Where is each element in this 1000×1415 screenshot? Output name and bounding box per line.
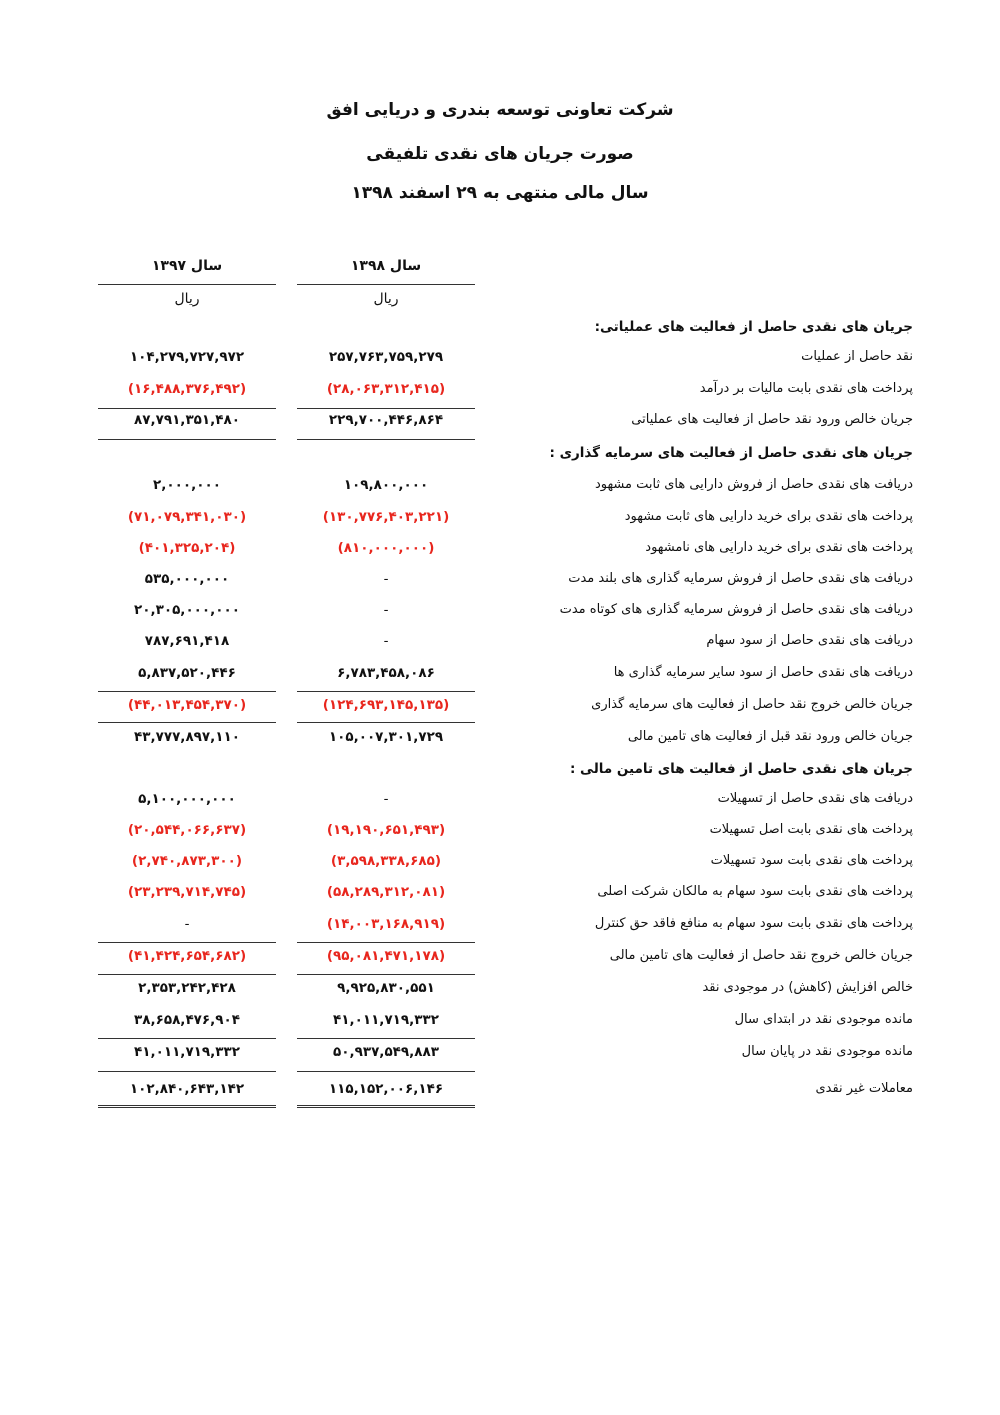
column-header-prior-year: سال ۱۳۹۷ — [151, 258, 223, 274]
value-prior: ۴۳,۷۷۷,۸۹۷,۱۱۰ — [133, 729, 241, 745]
value-prior: (۴۰۱,۳۲۵,۲۰۴) — [138, 540, 236, 556]
total-rule — [98, 408, 276, 409]
value-current: ۶,۷۸۳,۴۵۸,۰۸۶ — [337, 665, 435, 681]
total-rule — [98, 1038, 276, 1039]
value-prior: - — [184, 916, 190, 932]
row-label: پرداخت های نقدی بابت اصل تسهیلات — [709, 822, 913, 837]
header-divider — [297, 284, 475, 285]
value-prior: (۲۳,۲۳۹,۷۱۴,۷۴۵) — [127, 884, 247, 900]
row-label: جریان خالص ورود نقد حاصل از فعالیت های عملیاتی — [631, 412, 913, 427]
value-current: (۱۲۴,۶۹۳,۱۴۵,۱۳۵) — [322, 697, 450, 713]
column-header-current-year: سال ۱۳۹۸ — [350, 258, 422, 274]
value-current: ۲۵۷,۷۶۳,۷۵۹,۲۷۹ — [328, 349, 444, 365]
total-rule — [98, 974, 276, 975]
value-current: ۲۲۹,۷۰۰,۴۴۶,۸۶۴ — [328, 412, 444, 428]
total-rule — [297, 439, 475, 440]
value-prior: (۷۱,۰۷۹,۳۴۱,۰۳۰) — [127, 509, 247, 525]
row-label: پرداخت های نقدی بابت سود سهام به منافع فاقد حق کنترل — [594, 916, 913, 931]
value-prior: ۵,۸۳۷,۵۲۰,۴۴۶ — [138, 665, 236, 681]
period-title: سال مالی منتهی به ۲۹ اسفند ۱۳۹۸ — [351, 183, 649, 203]
column-currency-current: ریال — [373, 291, 399, 307]
total-rule — [297, 942, 475, 943]
company-name: شرکت تعاونی توسعه بندری و دریایی افق — [326, 100, 674, 120]
value-prior: ۸۷,۷۹۱,۳۵۱,۴۸۰ — [133, 412, 241, 428]
value-current: (۱۴,۰۰۳,۱۶۸,۹۱۹) — [326, 916, 446, 932]
double-underline — [297, 1105, 475, 1108]
value-prior: (۲,۷۴۰,۸۷۳,۳۰۰) — [131, 853, 243, 869]
value-current: ۴۱,۰۱۱,۷۱۹,۳۳۲ — [332, 1012, 440, 1028]
value-current: (۱۹,۱۹۰,۶۵۱,۴۹۳) — [326, 822, 446, 838]
row-label: جریان خالص خروج نقد حاصل از فعالیت های سرمایه گذاری — [591, 697, 913, 712]
value-current: (۳,۵۹۸,۳۳۸,۶۸۵) — [330, 853, 442, 869]
value-current: - — [383, 633, 389, 649]
value-prior: ۳۸,۶۵۸,۴۷۶,۹۰۴ — [133, 1012, 241, 1028]
row-label: پرداخت های نقدی برای خرید دارایی های نامشهود — [645, 540, 913, 555]
value-current: - — [383, 602, 389, 618]
total-rule — [297, 691, 475, 692]
value-current: ۹,۹۲۵,۸۳۰,۵۵۱ — [337, 980, 435, 996]
total-rule — [98, 439, 276, 440]
value-prior: ۲۰,۳۰۵,۰۰۰,۰۰۰ — [133, 602, 241, 618]
value-current: - — [383, 791, 389, 807]
row-label: مانده موجودی نقد در پایان سال — [741, 1044, 913, 1059]
total-rule — [98, 1071, 276, 1072]
row-label: مانده موجودی نقد در ابتدای سال — [734, 1012, 913, 1027]
value-current: ۵۰,۹۳۷,۵۴۹,۸۸۳ — [332, 1044, 440, 1060]
value-current: ۱۰۵,۰۰۷,۳۰۱,۷۲۹ — [328, 729, 444, 745]
statement-title: صورت جریان های نقدی تلفیقی — [366, 144, 634, 164]
section-heading: جریان های نقدی حاصل از فعالیت های عملیاتی: — [594, 319, 913, 335]
value-current: (۲۸,۰۶۳,۳۱۲,۴۱۵) — [326, 381, 446, 397]
value-prior: (۱۶,۴۸۸,۳۷۶,۴۹۲) — [127, 381, 247, 397]
row-label: دریافت های نقدی حاصل از سود سهام — [706, 633, 913, 648]
double-underline — [98, 1105, 276, 1108]
row-label: دریافت های نقدی حاصل از تسهیلات — [717, 791, 913, 806]
row-label: جریان خالص ورود نقد قبل از فعالیت های تامین مالی — [627, 729, 913, 744]
row-label: نقد حاصل از عملیات — [801, 349, 913, 364]
value-prior: ۱۰۴,۲۷۹,۷۲۷,۹۷۲ — [129, 349, 245, 365]
total-rule — [297, 974, 475, 975]
section-heading: جریان های نقدی حاصل از فعالیت های تامین مالی : — [569, 761, 913, 777]
row-label: معاملات غیر نقدی — [815, 1081, 913, 1096]
value-prior: ۴۱,۰۱۱,۷۱۹,۳۳۲ — [133, 1044, 241, 1060]
value-current: ۱۰۹,۸۰۰,۰۰۰ — [343, 477, 429, 493]
value-prior: ۱۰۲,۸۴۰,۶۴۳,۱۴۲ — [129, 1081, 245, 1097]
value-current: (۱۳۰,۷۷۶,۴۰۳,۲۲۱) — [322, 509, 450, 525]
row-label: پرداخت های نقدی برای خرید دارایی های ثابت مشهود — [624, 509, 913, 524]
column-currency-prior: ریال — [174, 291, 200, 307]
header-divider — [98, 284, 276, 285]
row-label: پرداخت های نقدی بابت مالیات بر درآمد — [699, 381, 913, 396]
value-current: (۸۱۰,۰۰۰,۰۰۰) — [337, 540, 435, 556]
value-current: (۹۵,۰۸۱,۴۷۱,۱۷۸) — [326, 948, 446, 964]
row-label: دریافت های نقدی حاصل از فروش سرمایه گذاری های کوتاه مدت — [559, 602, 913, 617]
total-rule — [297, 408, 475, 409]
total-rule — [98, 722, 276, 723]
value-current: (۵۸,۲۸۹,۳۱۲,۰۸۱) — [326, 884, 446, 900]
value-prior: (۴۴,۰۱۳,۴۵۴,۳۷۰) — [127, 697, 247, 713]
value-prior: ۷۸۷,۶۹۱,۴۱۸ — [144, 633, 230, 649]
total-rule — [297, 722, 475, 723]
section-heading: جریان های نقدی حاصل از فعالیت های سرمایه گذاری : — [549, 445, 913, 461]
value-prior: ۲,۳۵۳,۲۴۲,۴۲۸ — [138, 980, 236, 996]
row-label: دریافت های نقدی حاصل از فروش سرمایه گذاری های بلند مدت — [568, 571, 913, 586]
total-rule — [98, 691, 276, 692]
row-label: خالص افزایش (کاهش) در موجودی نقد — [702, 980, 913, 995]
total-rule — [297, 1071, 475, 1072]
row-label: پرداخت های نقدی بابت سود تسهیلات — [710, 853, 913, 868]
value-current: - — [383, 571, 389, 587]
value-current: ۱۱۵,۱۵۲,۰۰۶,۱۴۶ — [328, 1081, 444, 1097]
total-rule — [297, 1038, 475, 1039]
value-prior: ۵۳۵,۰۰۰,۰۰۰ — [144, 571, 230, 587]
value-prior: (۲۰,۵۴۴,۰۶۶,۶۳۷) — [127, 822, 247, 838]
value-prior: ۵,۱۰۰,۰۰۰,۰۰۰ — [138, 791, 236, 807]
row-label: دریافت های نقدی حاصل از سود سایر سرمایه گذاری ها — [613, 665, 913, 680]
total-rule — [98, 942, 276, 943]
row-label: جریان خالص خروج نقد حاصل از فعالیت های تامین مالی — [609, 948, 913, 963]
row-label: پرداخت های نقدی بابت سود سهام به مالکان شرکت اصلی — [597, 884, 913, 899]
value-prior: (۴۱,۴۲۴,۶۵۴,۶۸۲) — [127, 948, 247, 964]
row-label: دریافت های نقدی حاصل از فروش دارایی های ثابت مشهود — [594, 477, 913, 492]
value-prior: ۲,۰۰۰,۰۰۰ — [153, 477, 221, 493]
